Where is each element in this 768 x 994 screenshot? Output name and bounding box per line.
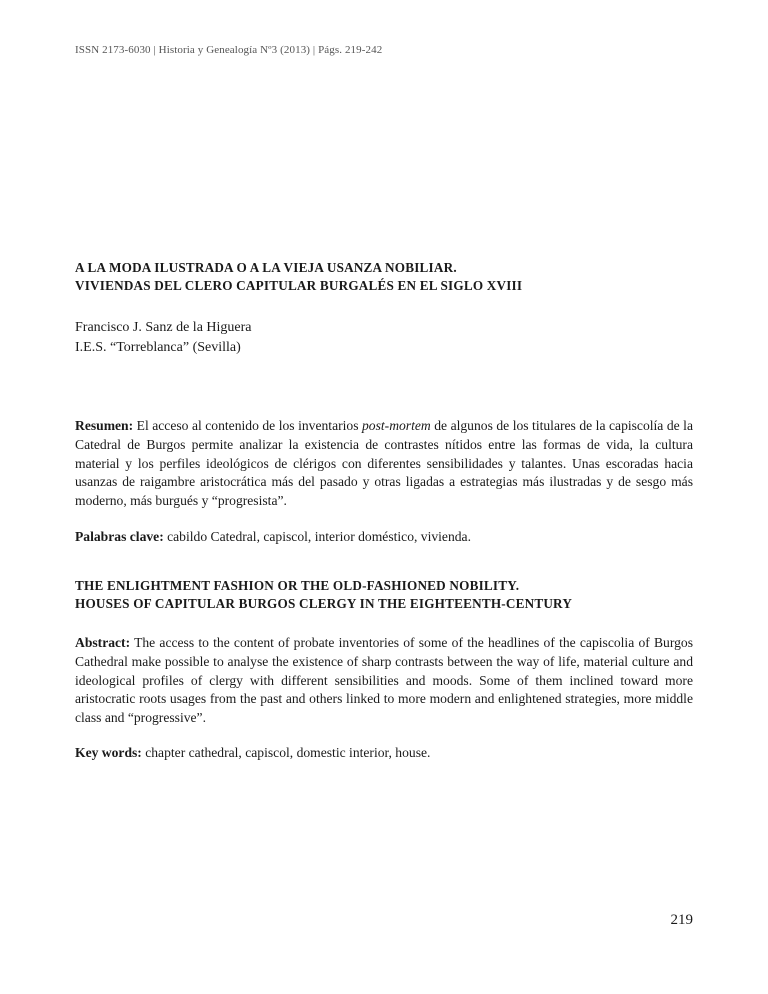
author-block	[75, 318, 252, 358]
abstract-spanish-emphasis: post-mortem	[362, 418, 431, 433]
abstract-spanish	[75, 417, 693, 511]
title-spanish	[75, 259, 695, 295]
keywords-english-label: Key words:	[75, 745, 142, 760]
abstract-english	[75, 634, 693, 728]
abstract-spanish-text-1: El acceso al contenido de los inventarios	[133, 418, 362, 433]
title-english-line-2: HOUSES OF CAPITULAR BURGOS CLERGY IN THE EIGHTEENTH-CENTURY	[75, 596, 573, 611]
title-spanish-line-1: A LA MODA ILUSTRADA O A LA VIEJA USANZA NOBILIAR.	[75, 260, 457, 275]
abstract-english-text: The access to the content of probate inventories of some of the headlines of the capiscolia of Burgos Cathedral make possible to analyse the existence of sharp contrasts between the way of life, material culture and ideological profiles of clergy with different sensibilities and moods. Some of them inclined toward more aristocratic roots usages from the past and others linked to more modern and enlightened strategies, more middle class and “progressive”.	[75, 635, 693, 726]
page-number: 219	[670, 912, 693, 928]
title-english	[75, 577, 695, 613]
author-affiliation: I.E.S. “Torreblanca” (Sevilla)	[75, 340, 241, 355]
keywords-spanish-text: cabildo Catedral, capiscol, interior doméstico, vivienda.	[163, 529, 471, 544]
keywords-spanish-label: Palabras clave:	[75, 529, 164, 544]
abstract-english-label: Abstract:	[75, 635, 131, 650]
abstract-spanish-label: Resumen:	[75, 418, 134, 433]
abstract-spanish-text-2: de algunos de los titulares de la capiscolía de la Catedral de Burgos permite analizar la existencia de contrastes nítidos entre las formas de vida, la cultura material y los perfiles ideológicos de clérigos con diferentes sensibilidades y talantes. Unas escoradas hacia usanzas de raigambre aristocrática más del pasado y otras ligadas a estrategias más ilustradas y de sesgo más moderno, más burgués y “progresista”.	[75, 418, 693, 509]
running-header: ISSN 2173-6030 | Historia y Genealogía Nº3 (2013) | Págs. 219-242	[75, 44, 383, 56]
keywords-english	[75, 744, 693, 763]
keywords-english-text: chapter cathedral, capiscol, domestic interior, house.	[141, 745, 431, 760]
keywords-spanish	[75, 528, 693, 547]
title-spanish-line-2: VIVIENDAS DEL CLERO CAPITULAR BURGALÉS EN EL SIGLO XVIII	[75, 278, 523, 293]
author-name: Francisco J. Sanz de la Higuera	[75, 320, 252, 335]
title-english-line-1: THE ENLIGHTMENT FASHION OR THE OLD-FASHIONED NOBILITY.	[75, 578, 520, 593]
